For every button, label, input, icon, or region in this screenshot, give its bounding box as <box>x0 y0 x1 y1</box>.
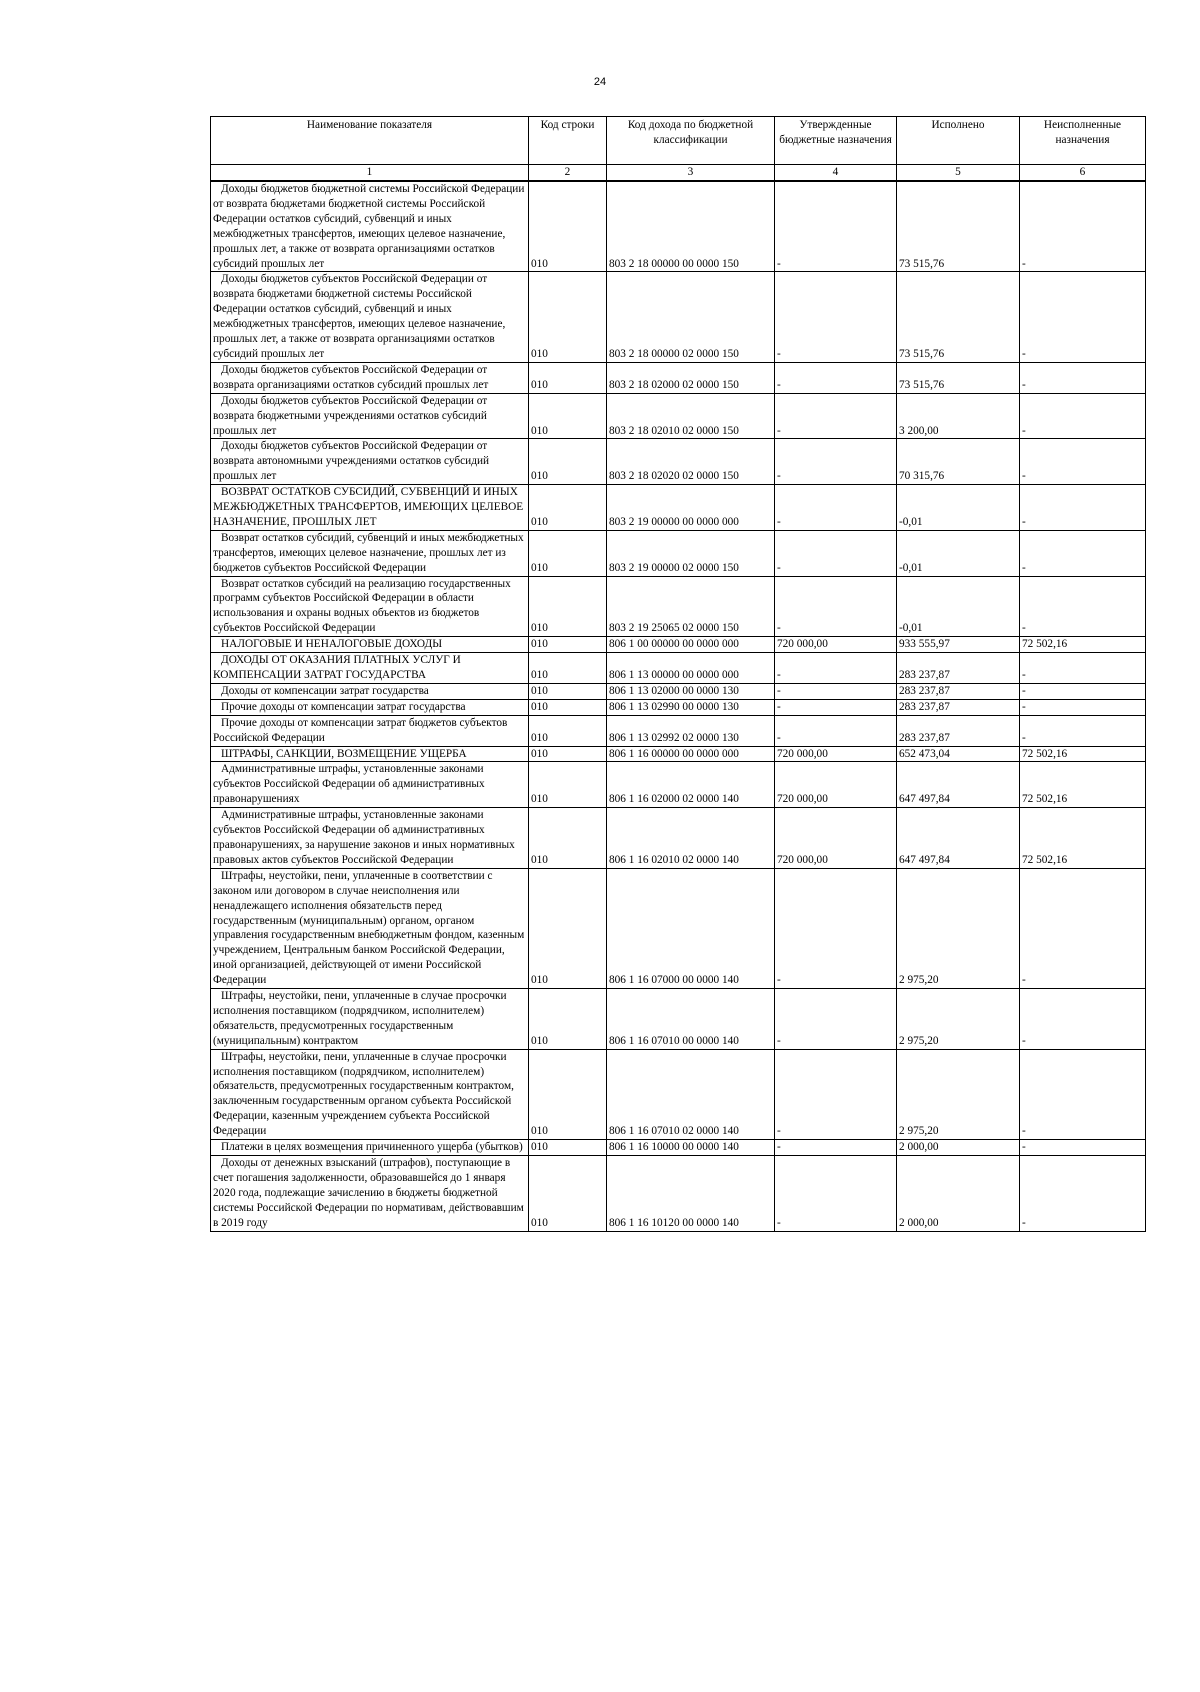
row-line-code: 010 <box>529 393 607 439</box>
row-unexecuted: - <box>1020 485 1146 531</box>
row-unexecuted: - <box>1020 272 1146 362</box>
row-unexecuted: - <box>1020 393 1146 439</box>
column-numbers-row <box>211 165 1146 182</box>
row-name: Доходы бюджетов субъектов Российской Федерации от возврата автономными учреждениями остатков субсидий прошлых лет <box>211 439 529 485</box>
row-executed: 2 975,20 <box>897 868 1020 988</box>
row-line-code: 010 <box>529 1140 607 1156</box>
row-approved: - <box>775 181 897 272</box>
row-name: НАЛОГОВЫЕ И НЕНАЛОГОВЫЕ ДОХОДЫ <box>211 637 529 653</box>
row-name: ШТРАФЫ, САНКЦИИ, ВОЗМЕЩЕНИЕ УЩЕРБА <box>211 746 529 762</box>
row-approved: - <box>775 439 897 485</box>
row-unexecuted: - <box>1020 699 1146 715</box>
row-line-code: 010 <box>529 746 607 762</box>
table-row <box>211 762 1146 808</box>
row-executed: 73 515,76 <box>897 181 1020 272</box>
row-name: ВОЗВРАТ ОСТАТКОВ СУБСИДИЙ, СУБВЕНЦИЙ И ИНЫХ МЕЖБЮДЖЕТНЫХ ТРАНСФЕРТОВ, ИМЕЮЩИХ ЦЕЛЕВОЕ НАЗНАЧЕНИЕ, ПРОШЛЫХ ЛЕТ <box>211 485 529 531</box>
row-approved: - <box>775 715 897 746</box>
row-name: ДОХОДЫ ОТ ОКАЗАНИЯ ПЛАТНЫХ УСЛУГ И КОМПЕНСАЦИИ ЗАТРАТ ГОСУДАРСТВА <box>211 653 529 684</box>
row-income-code: 803 2 18 02010 02 0000 150 <box>607 393 775 439</box>
header-unexecuted: Неисполненные назначения <box>1020 117 1146 165</box>
table-row <box>211 715 1146 746</box>
table-row <box>211 181 1146 272</box>
row-name: Доходы бюджетов субъектов Российской Федерации от возврата бюджетами бюджетной системы Российской Федерации остатков субсидий, субвенций и иных межбюджетных трансфертов, имеющих целевое назначение, прошлых лет, а также от возврата организациями остатков субсидий прошлых лет <box>211 272 529 362</box>
row-approved: - <box>775 485 897 531</box>
table-row <box>211 699 1146 715</box>
row-line-code: 010 <box>529 1156 607 1232</box>
row-executed: 283 237,87 <box>897 653 1020 684</box>
row-unexecuted: - <box>1020 362 1146 393</box>
row-approved: 720 000,00 <box>775 746 897 762</box>
row-name: Возврат остатков субсидий на реализацию государственных программ субъектов Российской Федерации в области использования и охраны водных объектов из бюджетов субъектов Российской Федерации <box>211 576 529 637</box>
row-approved: - <box>775 683 897 699</box>
row-unexecuted: - <box>1020 1140 1146 1156</box>
row-line-code: 010 <box>529 715 607 746</box>
row-executed: 933 555,97 <box>897 637 1020 653</box>
income-report-table <box>210 116 1146 1232</box>
header-line-code: Код строки <box>529 117 607 165</box>
row-name: Штрафы, неустойки, пени, уплаченные в соответствии с законом или договором в случае неисполнения или ненадлежащего исполнения обязательств перед государственным (муниципальным) органом, органом управления государственным внебюджетным фондом, казенным учреждением, Центральным банком Российской Федерации, иной организацией, действующей от имени Российской Федерации <box>211 868 529 988</box>
header-income-code: Код дохода по бюджетной классификации <box>607 117 775 165</box>
row-unexecuted: - <box>1020 439 1146 485</box>
header-approved: Утвержденные бюджетные назначения <box>775 117 897 165</box>
row-income-code: 803 2 18 00000 02 0000 150 <box>607 272 775 362</box>
row-unexecuted: 72 502,16 <box>1020 762 1146 808</box>
column-number: 1 <box>211 165 529 182</box>
column-number: 6 <box>1020 165 1146 182</box>
row-income-code: 806 1 16 02010 02 0000 140 <box>607 808 775 869</box>
row-line-code: 010 <box>529 485 607 531</box>
table-row <box>211 530 1146 576</box>
row-unexecuted: - <box>1020 181 1146 272</box>
row-executed: -0,01 <box>897 485 1020 531</box>
row-line-code: 010 <box>529 699 607 715</box>
row-unexecuted: - <box>1020 989 1146 1050</box>
row-executed: 2 000,00 <box>897 1156 1020 1232</box>
row-executed: 73 515,76 <box>897 272 1020 362</box>
header-indicator-name: Наименование показателя <box>211 117 529 165</box>
row-income-code: 803 2 19 00000 00 0000 000 <box>607 485 775 531</box>
row-approved: - <box>775 1049 897 1139</box>
row-income-code: 803 2 18 00000 00 0000 150 <box>607 181 775 272</box>
row-line-code: 010 <box>529 1049 607 1139</box>
row-approved: - <box>775 868 897 988</box>
table-row <box>211 989 1146 1050</box>
row-executed: 70 315,76 <box>897 439 1020 485</box>
row-unexecuted: - <box>1020 1156 1146 1232</box>
row-income-code: 806 1 16 07010 02 0000 140 <box>607 1049 775 1139</box>
row-income-code: 806 1 16 07000 00 0000 140 <box>607 868 775 988</box>
row-line-code: 010 <box>529 272 607 362</box>
row-income-code: 806 1 13 02000 00 0000 130 <box>607 683 775 699</box>
row-name: Прочие доходы от компенсации затрат государства <box>211 699 529 715</box>
row-name: Штрафы, неустойки, пени, уплаченные в случае просрочки исполнения поставщиком (подрядчиком, исполнителем) обязательств, предусмотренных государственным контрактом, заключенным государственным органом субъекта Российской Федерации, казенным учреждением субъекта Российской Федерации <box>211 1049 529 1139</box>
row-executed: 2 975,20 <box>897 989 1020 1050</box>
row-income-code: 803 2 19 25065 02 0000 150 <box>607 576 775 637</box>
row-name: Прочие доходы от компенсации затрат бюджетов субъектов Российской Федерации <box>211 715 529 746</box>
header-row <box>211 117 1146 165</box>
row-executed: -0,01 <box>897 576 1020 637</box>
row-name: Доходы бюджетов субъектов Российской Федерации от возврата организациями остатков субсидий прошлых лет <box>211 362 529 393</box>
row-name: Доходы от компенсации затрат государства <box>211 683 529 699</box>
row-executed: 2 000,00 <box>897 1140 1020 1156</box>
row-name: Платежи в целях возмещения причиненного ущерба (убытков) <box>211 1140 529 1156</box>
table-row <box>211 746 1146 762</box>
row-line-code: 010 <box>529 362 607 393</box>
row-approved: 720 000,00 <box>775 637 897 653</box>
page-number: 24 <box>593 76 607 88</box>
row-approved: - <box>775 1156 897 1232</box>
table-row <box>211 485 1146 531</box>
row-income-code: 806 1 13 02992 02 0000 130 <box>607 715 775 746</box>
table-row <box>211 362 1146 393</box>
row-income-code: 806 1 00 00000 00 0000 000 <box>607 637 775 653</box>
row-income-code: 806 1 16 00000 00 0000 000 <box>607 746 775 762</box>
row-line-code: 010 <box>529 530 607 576</box>
row-unexecuted: - <box>1020 1049 1146 1139</box>
row-income-code: 803 2 18 02020 02 0000 150 <box>607 439 775 485</box>
row-approved: - <box>775 362 897 393</box>
row-unexecuted: - <box>1020 868 1146 988</box>
table-row <box>211 1049 1146 1139</box>
row-income-code: 806 1 16 07010 00 0000 140 <box>607 989 775 1050</box>
row-name: Штрафы, неустойки, пени, уплаченные в случае просрочки исполнения поставщиком (подрядчиком, исполнителем) обязательств, предусмотренных государственным (муниципальным) контрактом <box>211 989 529 1050</box>
row-income-code: 806 1 13 02990 00 0000 130 <box>607 699 775 715</box>
row-name: Административные штрафы, установленные законами субъектов Российской Федерации об административных правонарушениях <box>211 762 529 808</box>
row-income-code: 803 2 19 00000 02 0000 150 <box>607 530 775 576</box>
row-unexecuted: - <box>1020 683 1146 699</box>
table-row <box>211 808 1146 869</box>
row-approved: - <box>775 576 897 637</box>
table-row <box>211 439 1146 485</box>
row-line-code: 010 <box>529 762 607 808</box>
row-approved: - <box>775 653 897 684</box>
row-approved: - <box>775 393 897 439</box>
row-line-code: 010 <box>529 653 607 684</box>
row-executed: 2 975,20 <box>897 1049 1020 1139</box>
row-executed: 647 497,84 <box>897 808 1020 869</box>
row-unexecuted: - <box>1020 576 1146 637</box>
column-number: 2 <box>529 165 607 182</box>
row-unexecuted: - <box>1020 715 1146 746</box>
row-approved: - <box>775 989 897 1050</box>
row-unexecuted: - <box>1020 653 1146 684</box>
table-row <box>211 868 1146 988</box>
row-approved: - <box>775 699 897 715</box>
row-unexecuted: 72 502,16 <box>1020 746 1146 762</box>
row-unexecuted: - <box>1020 530 1146 576</box>
row-approved: 720 000,00 <box>775 762 897 808</box>
header-executed: Исполнено <box>897 117 1020 165</box>
column-number: 5 <box>897 165 1020 182</box>
row-line-code: 010 <box>529 181 607 272</box>
row-approved: 720 000,00 <box>775 808 897 869</box>
row-unexecuted: 72 502,16 <box>1020 808 1146 869</box>
table-row <box>211 683 1146 699</box>
row-income-code: 803 2 18 02000 02 0000 150 <box>607 362 775 393</box>
row-name: Административные штрафы, установленные законами субъектов Российской Федерации об административных правонарушениях, за нарушение законов и иных нормативных правовых актов субъектов Российской Федерации <box>211 808 529 869</box>
row-approved: - <box>775 272 897 362</box>
row-executed: 647 497,84 <box>897 762 1020 808</box>
row-unexecuted: 72 502,16 <box>1020 637 1146 653</box>
row-executed: 283 237,87 <box>897 715 1020 746</box>
row-executed: 283 237,87 <box>897 699 1020 715</box>
row-name: Доходы бюджетов бюджетной системы Российской Федерации от возврата бюджетами бюджетной системы Российской Федерации остатков субсидий, субвенций и иных межбюджетных трансфертов, имеющих целевое назначение, прошлых лет, а также от возврата организациями остатков субсидий прошлых лет <box>211 181 529 272</box>
row-name: Доходы бюджетов субъектов Российской Федерации от возврата бюджетными учреждениями остатков субсидий прошлых лет <box>211 393 529 439</box>
table-row <box>211 576 1146 637</box>
table-row <box>211 1156 1146 1232</box>
row-line-code: 010 <box>529 808 607 869</box>
row-line-code: 010 <box>529 868 607 988</box>
row-line-code: 010 <box>529 637 607 653</box>
row-approved: - <box>775 1140 897 1156</box>
row-name: Доходы от денежных взысканий (штрафов), поступающие в счет погашения задолженности, образовавшейся до 1 января 2020 года, подлежащие зачислению в бюджеты бюджетной системы Российской Федерации по нормативам, действовавшим в 2019 году <box>211 1156 529 1232</box>
column-number: 4 <box>775 165 897 182</box>
row-line-code: 010 <box>529 989 607 1050</box>
row-executed: -0,01 <box>897 530 1020 576</box>
table-row <box>211 393 1146 439</box>
row-line-code: 010 <box>529 683 607 699</box>
row-executed: 283 237,87 <box>897 683 1020 699</box>
table-row <box>211 653 1146 684</box>
table-row <box>211 637 1146 653</box>
row-income-code: 806 1 13 00000 00 0000 000 <box>607 653 775 684</box>
row-approved: - <box>775 530 897 576</box>
row-income-code: 806 1 16 02000 02 0000 140 <box>607 762 775 808</box>
row-line-code: 010 <box>529 439 607 485</box>
row-executed: 73 515,76 <box>897 362 1020 393</box>
table-row <box>211 1140 1146 1156</box>
row-income-code: 806 1 16 10120 00 0000 140 <box>607 1156 775 1232</box>
row-executed: 3 200,00 <box>897 393 1020 439</box>
column-number: 3 <box>607 165 775 182</box>
table-row <box>211 272 1146 362</box>
row-line-code: 010 <box>529 576 607 637</box>
row-executed: 652 473,04 <box>897 746 1020 762</box>
row-income-code: 806 1 16 10000 00 0000 140 <box>607 1140 775 1156</box>
row-name: Возврат остатков субсидий, субвенций и иных межбюджетных трансфертов, имеющих целевое назначение, прошлых лет из бюджетов субъектов Российской Федерации <box>211 530 529 576</box>
